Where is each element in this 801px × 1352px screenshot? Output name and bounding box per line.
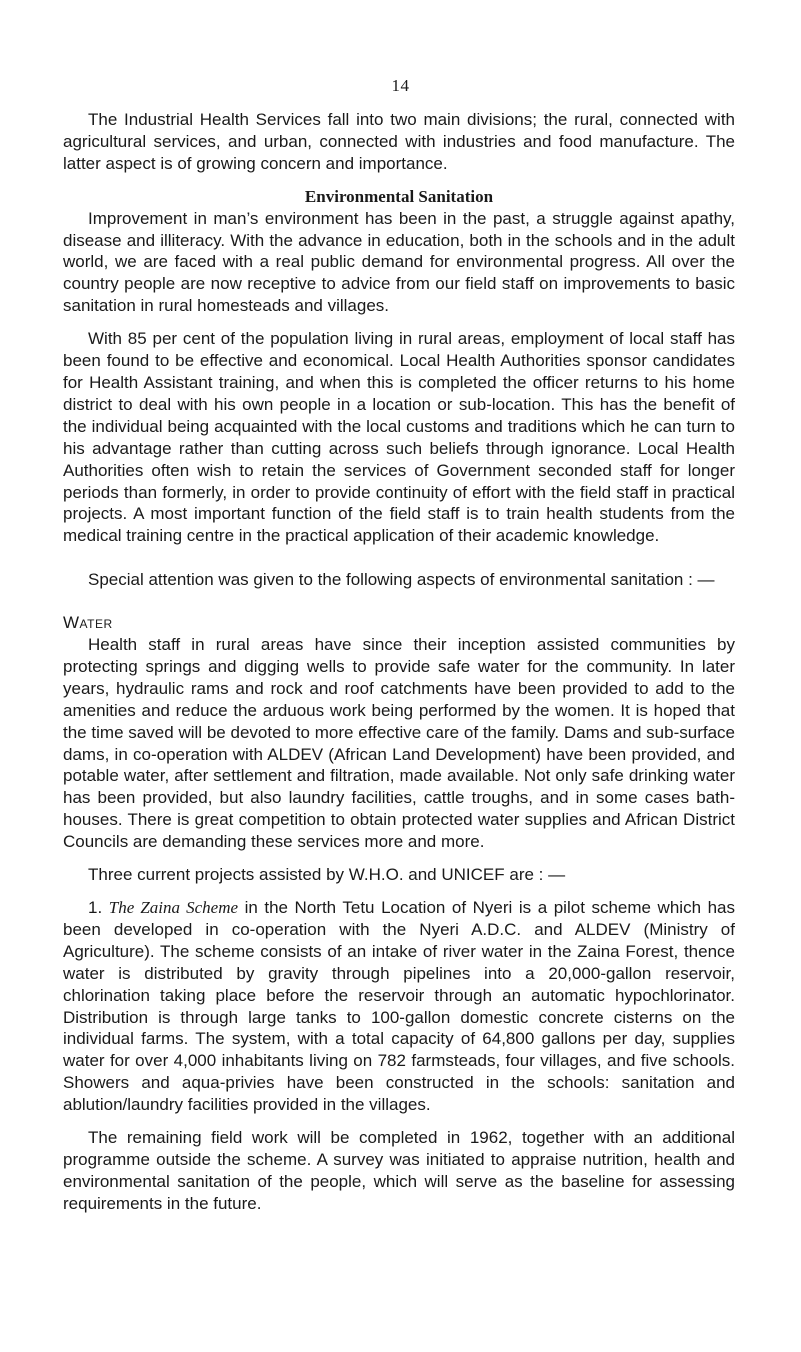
scheme-description: in the North Tetu Location of Nyeri is a pilot scheme which has been developed in co-operation with the Nyeri A.D.C. and ALDEV (Ministry of Agriculture). The scheme consists of an intake of river water in the Zaina Forest, thence water is distributed by gravity through pipelines into a 20,000-gallon reservoir, chlorination taking place before the reservoir through an automatic hypochlorinator. Distribution is through large tanks to 100-gallon domestic concrete cisterns on the individual farms. The system, with a total capacity of 64,800 gallons per day, supplies water for over 4,000 inhabitants living on 782 farmsteads, four villages, and five schools. Showers and aqua-privies have been constructed in the schools: sanitation and ablution/laundry facilities provided in the villages. [63,898,735,1115]
section-heading: Environmental Sanitation [304,186,494,206]
paragraph-remaining-work: The remaining field work will be completed in 1962, together with an additional programme outside the scheme. A survey was initiated to appraise nutrition, health and environmental sanitation of the people, which will serve as the baseline for assessing requirements in the future. [63,1128,735,1213]
paragraph-projects: Three current projects assisted by W.H.O. and UNICEF are : — [88,865,566,885]
list-item-zaina-scheme [63,897,735,1116]
intro-paragraph: The Industrial Health Services fall into two main divisions; the rural, connected with agricultural services, and urban, connected with industries and food manufacture. The latter aspect is of growing concern and importance. [63,110,735,173]
paragraph-special-attention: Special attention was given to the following aspects of environmental sanitation : — [88,570,715,590]
page-number: 14 [391,76,410,95]
paragraph-water: Health staff in rural areas have since their inception assisted communities by protecting springs and digging wells to provide safe water for the community. In later years, hydraulic rams and rock and roof catchments have been provided to add to the amenities and reduce the arduous work being performed by the women. It is hoped that the time saved will be devoted to more effective care of the family. Dams and sub-surface dams, in co-operation with ALDEV (African Land Development) have been provided, and potable water, after settlement and filtration, made available. Not only safe drinking water has been provided, but also laundry facilities, cattle troughs, and in some cases bath-houses. There is great competition to obtain protected water supplies and African District Councils are demanding these services more and more. [63,635,735,852]
paragraph-improvement: Improvement in man’s environment has been in the past, a struggle against apathy, disease and illiteracy. With the advance in education, both in the schools and in the adult world, we are faced with a real public demand for environmental progress. All over the country people are now receptive to advice from our field staff on improvements to basic sanitation in rural homesteads and villages. [63,208,735,316]
paragraph-local-staff: With 85 per cent of the population living in rural areas, employment of local staff has been found to be effective and economical. Local Health Authorities sponsor candidates for Health Assistant training, and when this is completed the officer returns to his home district to deal with his own people in a location or sub-location. This has the benefit of the individual being acquainted with the local customs and traditions which he can turn to his advantage rather than cutting across such beliefs through ignorance. Local Health Authorities often wish to retain the services of Government seconded staff for longer periods than formerly, in order to provide continuity of effort with the field staff in practical projects. A most important function of the field staff is to train health students from the medical training centre in the practical application of their academic knowledge. [63,329,735,546]
scheme-title: The Zaina Scheme [108,898,239,917]
list-item-number: 1. [88,898,109,917]
subheading-water: Water [63,613,113,633]
document-body [63,109,735,1215]
